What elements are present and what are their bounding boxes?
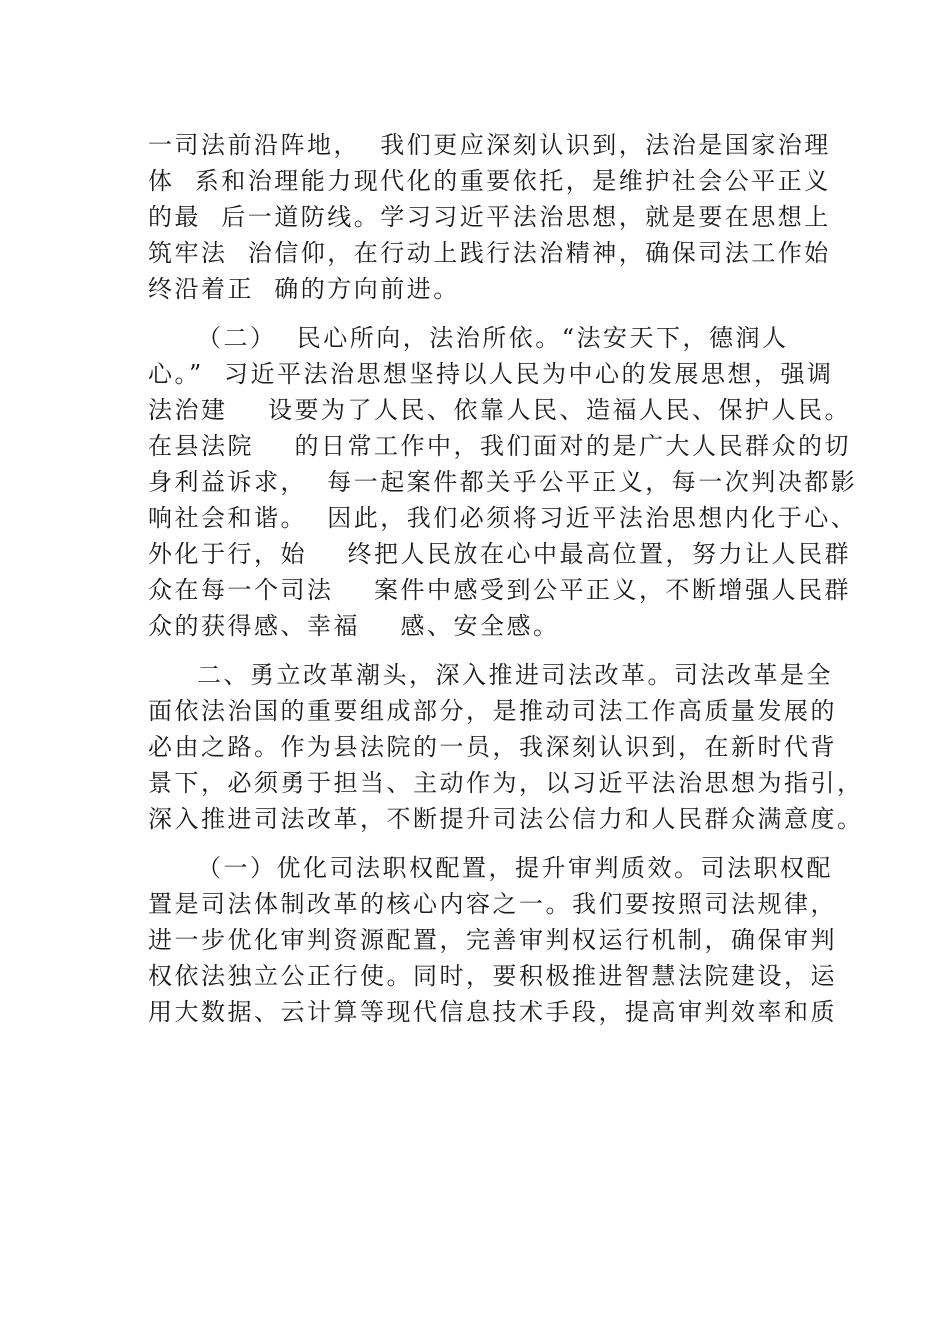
text-line: 的最 后一道防线。学习习近平法治思想，就是要在思想上 — [148, 203, 831, 231]
text-line: 深入推进司法改革，不断提升司法公信力和人民群众满意度。 — [148, 805, 864, 833]
text-line: 身利益诉求， 每一起案件都关乎公平正义，每一次判决都影 — [148, 468, 858, 496]
text-line: 法治建 设要为了人民、依靠人民、造福人民、保护人民。 — [148, 396, 852, 424]
text-line: 众在每一个司法 案件中感受到公平正义，不断增强人民群 — [148, 576, 852, 604]
text-line: 进一步优化审判资源配置，完善审判权运行机制，确保审判 — [148, 926, 837, 954]
section-heading-line: 二、勇立改革潮头，深入推进司法改革。司法改革是全 — [197, 661, 833, 689]
paragraph-heading-line: （二） 民心所向，法治所依。“法安天下，德润人 — [197, 324, 789, 352]
text-line: 心。” 习近平法治思想坚持以人民为中心的发展思想，强调 — [148, 360, 834, 388]
text-line: 体 系和治理能力现代化的重要依托，是维护社会公平正义 — [148, 167, 831, 195]
text-line: 众的获得感、幸福 感、安全感。 — [148, 612, 560, 640]
text-line: 外化于行，始 终把人民放在心中最高位置，努力让人民群 — [148, 540, 852, 568]
text-line: 在县法院 的日常工作中，我们面对的是广大人民群众的切 — [148, 432, 852, 460]
text-line: 置是司法体制改革的核心内容之一。我们要按照司法规律， — [148, 890, 837, 918]
text-line: 响社会和谐。 因此，我们必须将习近平法治思想内化于心、 — [148, 504, 858, 532]
text-line: 面依法治国的重要组成部分，是推动司法工作高质量发展的 — [148, 697, 837, 725]
text-line: 权依法独立公正行使。同时，要积极推进智慧法院建设，运 — [148, 962, 837, 990]
text-line: 筑牢法 治信仰，在行动上践行法治精神，确保司法工作始 — [148, 239, 831, 267]
text-line: 必由之路。作为县法院的一员，我深刻认识到，在新时代背 — [148, 733, 837, 761]
text-line: 景下，必须勇于担当、主动作为，以习近平法治思想为指引， — [148, 769, 864, 797]
text-line: 用大数据、云计算等现代信息技术手段，提高审判效率和质 — [148, 998, 837, 1026]
text-line: 一司法前沿阵地， 我们更应深刻认识到，法治是国家治理 — [148, 131, 831, 159]
text-line: 终沿着正 确的方向前进。 — [148, 275, 460, 303]
paragraph-heading-line: （一）优化司法职权配置，提升审判质效。司法职权配 — [197, 854, 833, 882]
